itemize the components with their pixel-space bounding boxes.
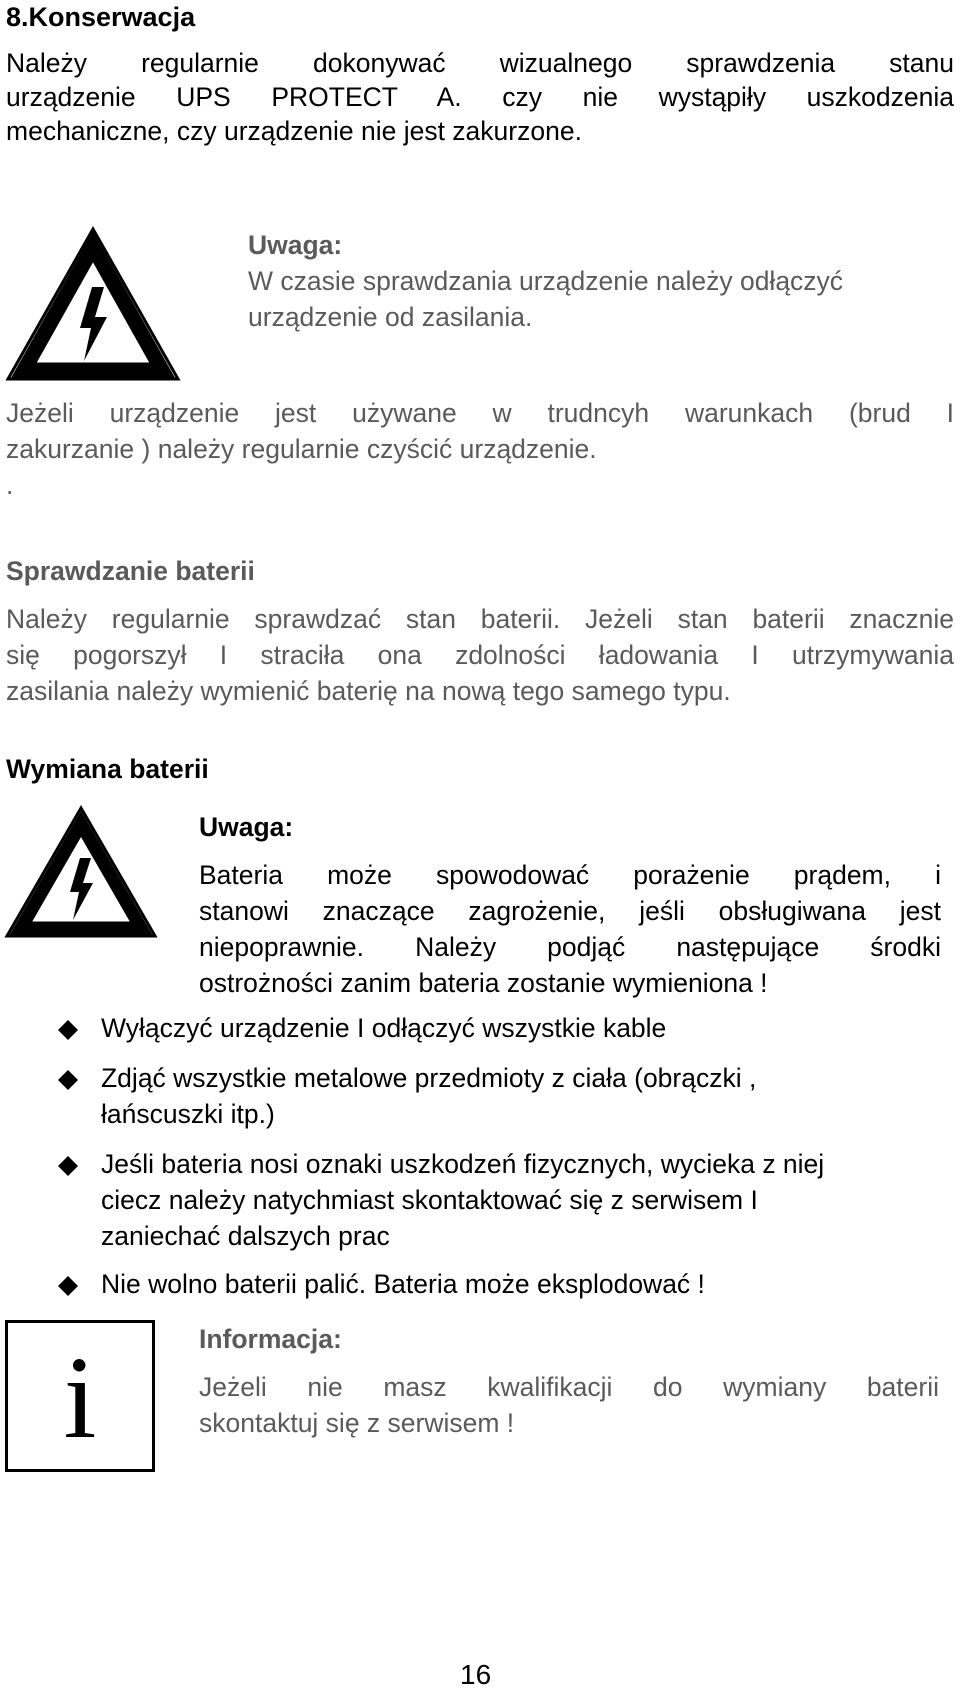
bullet-4-line-1: Nie wolno baterii palić. Bateria może eksplodować ! — [101, 1269, 705, 1299]
warning-2-line-2: stanowi znaczące zagrożenie, jeśli obsługiwana jest — [199, 896, 941, 926]
intro-line-2: urządzenie UPS PROTECT A. czy nie wystąpiły uszkodzenia — [6, 82, 954, 112]
warning-2-line-3: niepoprawnie. Należy podjąć następujące środki — [199, 932, 941, 962]
diamond-bullet-icon — [57, 1069, 79, 1091]
warning-1-line-2: urządzenie od zasilania. — [248, 302, 533, 332]
dirty-line-2: zakurzanie ) należy regularnie czyścić urządzenie. — [6, 434, 597, 464]
bullet-3-line-3: zaniechać dalszych prac — [101, 1221, 390, 1251]
warning-2-line-1: Bateria może spowodować porażenie prądem, i — [199, 860, 941, 890]
battery-check-line-1: Należy regularnie sprawdzać stan baterii. Jeżeli stan baterii znacznie — [6, 604, 954, 634]
warning-1-line-1: W czasie sprawdzania urządzenie należy odłączyć — [248, 266, 844, 296]
bullet-1-line-1: Wyłączyć urządzenie I odłączyć wszystkie kable — [101, 1013, 667, 1043]
info-line-2: skontaktuj się z serwisem ! — [199, 1408, 515, 1438]
battery-check-heading: Sprawdzanie baterii — [6, 556, 255, 586]
info-icon — [5, 1320, 155, 1472]
electric-hazard-icon — [4, 804, 158, 940]
bullet-2-line-2: łańscuszki itp.) — [101, 1099, 275, 1129]
warning-1-title: Uwaga: — [248, 230, 343, 260]
battery-check-line-2: się pogorszył I straciła ona zdolności ładowania I utrzymywania — [6, 640, 954, 670]
battery-replacement-heading: Wymiana baterii — [6, 754, 209, 784]
dirty-dot: . — [6, 470, 14, 500]
bullet-3-line-1: Jeśli bateria nosi oznaki uszkodzeń fizycznych, wycieka z niej — [101, 1149, 825, 1179]
warning-2-title: Uwaga: — [199, 812, 294, 842]
bullet-2-line-1: Zdjąć wszystkie metalowe przedmioty z ciała (obrączki , — [101, 1063, 757, 1093]
dirty-line-1: Jeżeli urządzenie jest używane w trudncyh warunkach (brud I — [6, 398, 954, 428]
intro-line-1: Należy regularnie dokonywać wizualnego sprawdzenia stanu — [6, 48, 954, 78]
info-line-1: Jeżeli nie masz kwalifikacji do wymiany baterii — [199, 1372, 939, 1402]
page-number: 16 — [460, 1659, 492, 1690]
bullet-3-line-2: ciecz należy natychmiast skontaktować się z serwisem I — [101, 1185, 758, 1215]
diamond-bullet-icon — [57, 1019, 79, 1041]
diamond-bullet-icon — [57, 1275, 79, 1297]
intro-line-3: mechaniczne, czy urządzenie nie jest zakurzone. — [6, 116, 582, 146]
section-title: 8.Konserwacja — [6, 2, 196, 32]
diamond-bullet-icon — [57, 1155, 79, 1177]
warning-2-line-4: ostrożności zanim bateria zostanie wymieniona ! — [199, 968, 768, 998]
info-title: Informacja: — [199, 1324, 342, 1354]
electric-hazard-icon — [4, 225, 182, 383]
info-icon-letter: i — [63, 1332, 97, 1463]
battery-check-line-3: zasilania należy wymienić baterię na nową tego samego typu. — [6, 676, 731, 706]
